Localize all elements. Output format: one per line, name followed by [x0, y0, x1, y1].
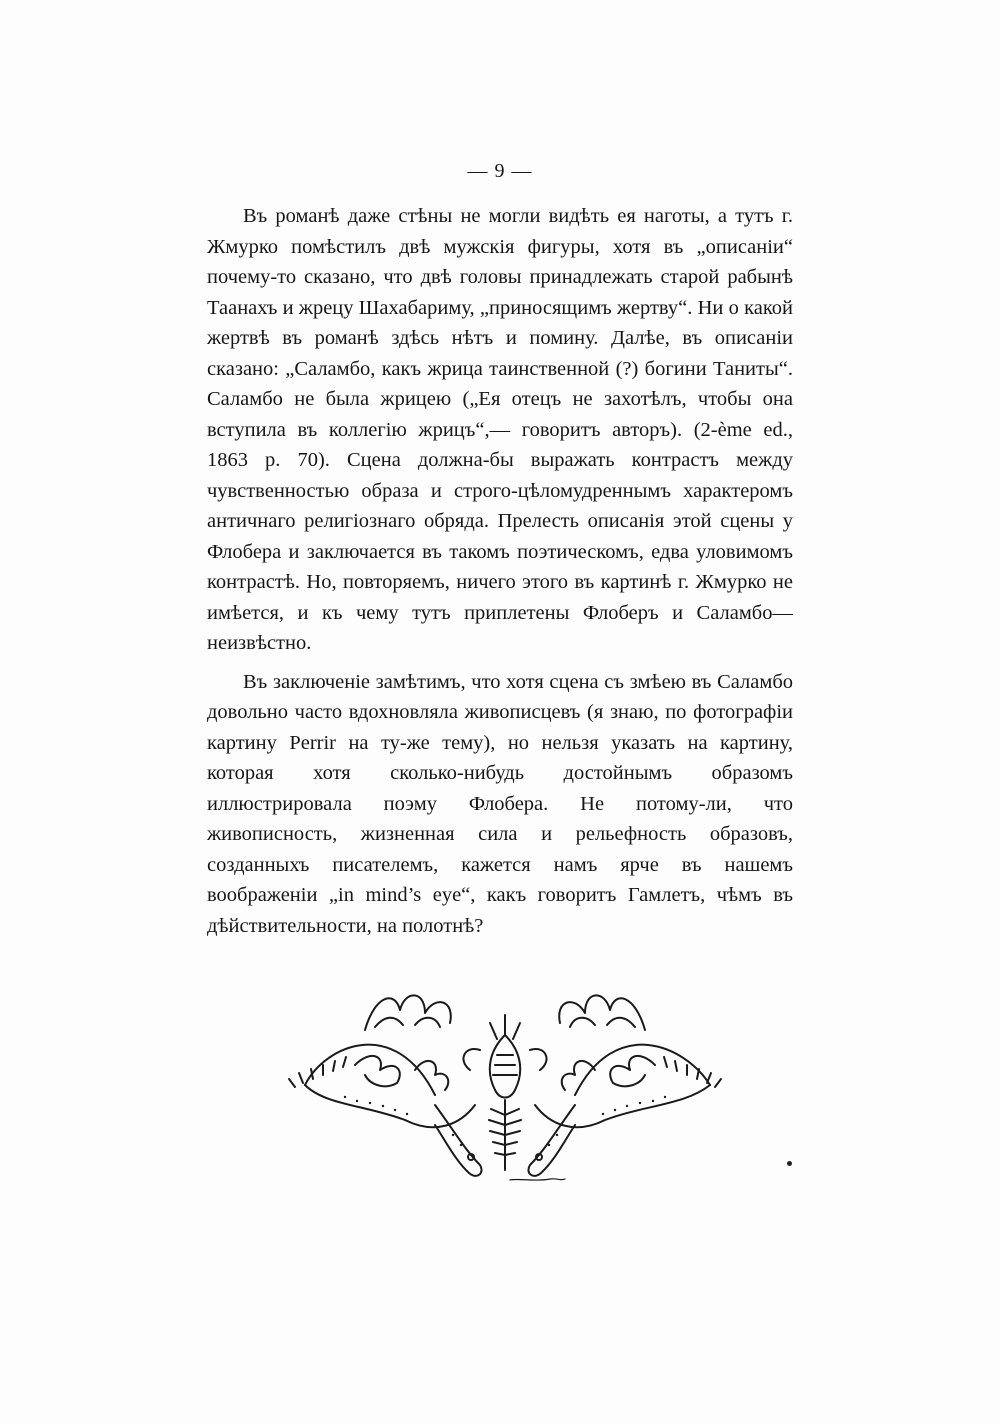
- page-number: — 9 —: [467, 160, 533, 182]
- paragraph-1: Въ романѣ даже стѣны не могли видѣть ея наготы, а тутъ г. Жмурко помѣстилъ двѣ мужскія фигуры, хотя въ „описаніи“ почему-то сказано, что двѣ головы принадлежать старой рабынѣ Таанахъ и жрецу Шахабариму, „приносящимъ жертву“. Ни о какой жертвѣ въ романѣ здѣсь нѣтъ и помину. Далѣе, въ описаніи сказано: „Саламбо, какъ жрица таинственной (?) богини Таниты“. Саламбо не была жрицею („Ея отецъ не захотѣлъ, чтобы она вступила въ коллегію жрицъ“,— говоритъ авторъ). (2-ème ed., 1863 p. 70). Сцена должна-бы выражать контрастъ между чувственностью образа и строго-цѣломудреннымъ характеромъ античнаго религіознаго обряда. Прелесть описанія этой сцены у Флобера и заключается въ такомъ поэтическомъ, едва уловимомъ контрастѣ. Но, повторяемъ, ничего этого въ картинѣ г. Жмурко не имѣется, и къ чему тутъ приплетены Флоберъ и Саламбо—неизвѣстно.: [207, 205, 793, 654]
- print-speck: [787, 1161, 792, 1166]
- paragraph-2: Въ заключеніе замѣтимъ, что хотя сцена съ змѣею въ Саламбо довольно часто вдохновляла живописцевъ (я знаю, по фотографіи картину Perrir на ту-же тему), но нельзя указать на картину, которая хотя сколько-нибудь достойнымъ образомъ иллюстрировала поэму Флобера. Не потому-ли, что живописность, жизненная сила и рельефность образовъ, созданныхъ писателемъ, кажется намъ ярче въ нашемъ воображеніи „in mind’s eye“, какъ говоритъ Гамлетъ, чѣмъ въ дѣйствительности, на полотнѣ?: [207, 670, 793, 937]
- floral-tailpiece-ornament-icon: [285, 975, 725, 1187]
- body-text: [207, 201, 793, 949]
